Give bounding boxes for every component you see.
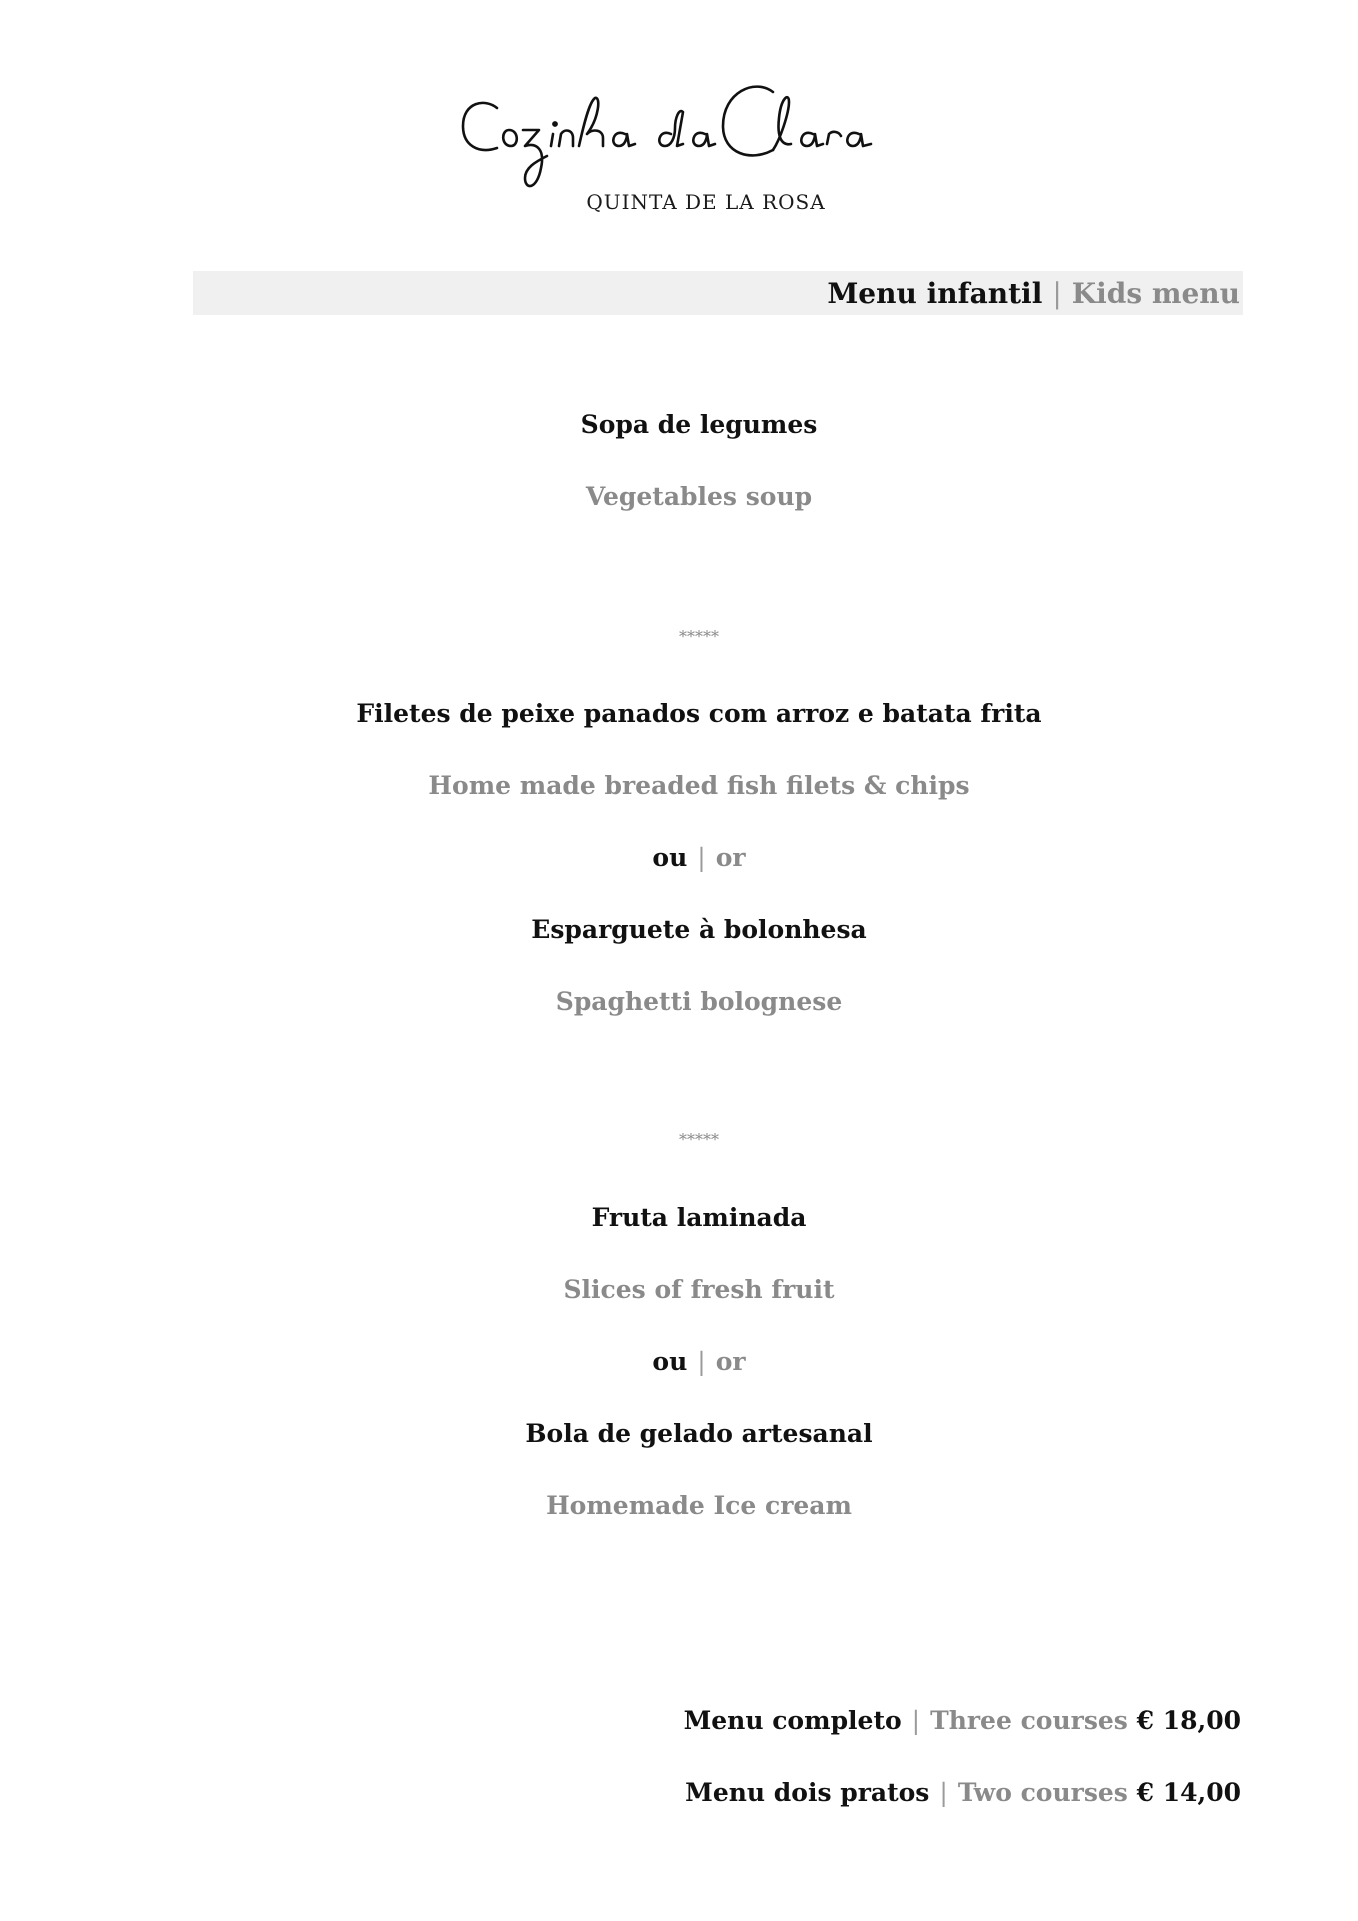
dessert-or-en: or [715,1347,746,1376]
main-or-separator: | [697,843,706,872]
price-label-en: Two courses [957,1778,1128,1807]
dessert-or-pt: ou [652,1347,688,1376]
title-en: Kids menu [1071,276,1240,310]
starter-en: Vegetables soup [585,482,813,511]
dessert-or-separator: | [697,1347,706,1376]
price-separator: | [911,1706,921,1735]
main-or-en: or [715,843,746,872]
course-divider-1: ***** [679,627,719,646]
price-label-pt: Menu dois pratos [685,1778,930,1807]
price-label-en: Three courses [930,1706,1128,1735]
price-two-courses [685,1778,1241,1807]
dessert-option2-pt: Bola de gelado artesanal [525,1419,873,1448]
price-separator: | [939,1778,948,1807]
main-or-pt: ou [652,843,688,872]
main-option2-en: Spaghetti bolognese [555,987,843,1016]
dessert-option1-en: Slices of fresh fruit [563,1275,835,1304]
main-option1-en: Home made breaded fish filets & chips [428,771,970,800]
handwritten-logo [455,78,960,198]
dessert-option2-en: Homemade Ice cream [546,1491,852,1520]
title-separator: | [1052,276,1062,310]
price-value: € 14,00 [1136,1778,1241,1807]
dessert-option1-pt: Fruta laminada [591,1203,807,1232]
price-label-pt: Menu completo [683,1706,902,1735]
cozinha-da-clara-logo [455,78,960,198]
main-option2-pt: Esparguete à bolonhesa [531,915,867,944]
subtitle: QUINTA DE LA ROSA [586,190,826,214]
title-pt: Menu infantil [827,276,1043,310]
dessert-or [0,1347,1358,1376]
course-divider-2: ***** [679,1130,719,1149]
menu-title-band [193,271,1243,315]
price-value: € 18,00 [1136,1706,1241,1735]
main-or [0,843,1358,872]
starter-pt: Sopa de legumes [580,410,818,439]
price-three-courses [684,1706,1241,1735]
main-option1-pt: Filetes de peixe panados com arroz e batata frita [356,699,1042,728]
